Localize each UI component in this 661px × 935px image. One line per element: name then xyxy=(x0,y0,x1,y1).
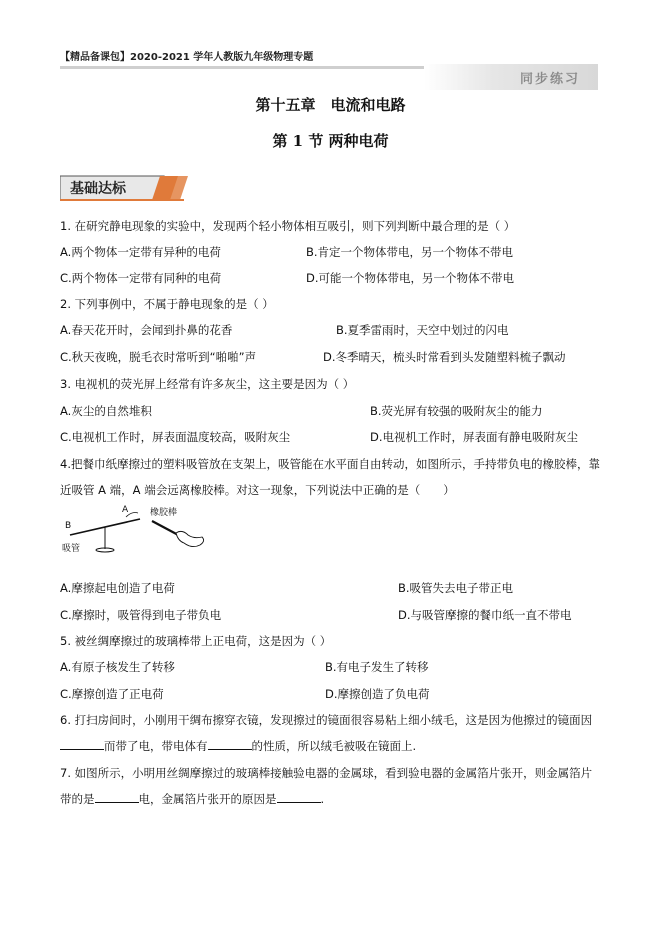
question-1-option-d: D.可能一个物体带电，另一个物体不带电 xyxy=(306,271,515,285)
question-6-stem-line2 xyxy=(60,738,416,754)
question-2-option-a: A.春天花开时，会闻到扑鼻的花香 xyxy=(60,323,233,337)
question-4-stem-line2: 近吸管 A 端，A 端会远离橡胶棒。对这一现象，下列说法中正确的是（ ） xyxy=(60,483,455,497)
question-2-option-d: D.冬季晴天，梳头时常看到头发随塑料梳子飘动 xyxy=(323,350,566,364)
hand xyxy=(176,531,204,546)
question-4-option-d: D.与吸管摩擦的餐巾纸一直不带电 xyxy=(398,608,572,622)
figure-label-a: A xyxy=(122,505,129,515)
question-7-text-2: 电，金属箔片张开的原因是 xyxy=(138,792,277,806)
question-3-stem: 3. 电视机的荧光屏上经常有许多灰尘，这主要是因为（ ） xyxy=(60,377,355,391)
question-4-stem-line1: 4.把餐巾纸摩擦过的塑料吸管放在支架上，吸管能在水平面自由转动，如图所示，手持带负电的橡胶棒，靠 xyxy=(60,457,600,471)
figure-label-straw: 吸管 xyxy=(62,544,81,554)
question-5-option-d: D.摩擦创造了负电荷 xyxy=(325,687,430,701)
question-3-option-a: A.灰尘的自然堆积 xyxy=(60,404,152,418)
question-1-option-a: A.两个物体一定带有异种的电荷 xyxy=(60,245,221,259)
question-4-figure xyxy=(60,507,210,557)
section-title: 第 1 节 两种电荷 xyxy=(272,132,389,150)
answer-blank[interactable] xyxy=(277,791,321,803)
question-3-option-b: B.荧光屏有较强的吸附灰尘的能力 xyxy=(370,404,543,418)
question-3-option-c: C.电视机工作时，屏表面温度较高，吸附灰尘 xyxy=(60,430,291,444)
question-5-option-a: A.有原子核发生了转移 xyxy=(60,660,175,674)
question-1-option-c: C.两个物体一定带有同种的电荷 xyxy=(60,271,222,285)
answer-blank[interactable] xyxy=(208,738,252,750)
question-2-option-b: B.夏季雷雨时，天空中划过的闪电 xyxy=(336,323,509,337)
question-6-text-1: 而带了电，带电体有 xyxy=(104,739,208,753)
figure-label-rod: 橡胶棒 xyxy=(150,508,178,518)
question-4-option-c: C.摩擦时，吸管得到电子带负电 xyxy=(60,608,222,622)
question-5-option-b: B.有电子发生了转移 xyxy=(325,660,429,674)
level-banner-label: 基础达标 xyxy=(70,181,126,197)
question-3-option-d: D.电视机工作时，屏表面有静电吸附灰尘 xyxy=(370,430,579,444)
question-7-text-1: 带的是 xyxy=(60,792,95,806)
question-2-option-c: C.秋天夜晚，脱毛衣时常听到“啪啪”声 xyxy=(60,350,257,364)
answer-blank[interactable] xyxy=(60,738,104,750)
question-5-stem: 5. 被丝绸摩擦过的玻璃棒带上正电荷，这是因为（ ） xyxy=(60,634,332,648)
answer-blank[interactable] xyxy=(95,791,139,803)
header-badge xyxy=(424,64,598,90)
question-6-stem-line1: 6. 打扫房间时，小刚用干绸布擦穿衣镜，发现擦过的镜面很容易粘上细小绒毛，这是因为他擦过的镜面因 xyxy=(60,713,593,727)
question-7-stem-line1: 7. 如图所示，小明用丝绸摩擦过的玻璃棒接触验电器的金属球，看到验电器的金属箔片张开，则金属箔片 xyxy=(60,766,593,780)
question-4-option-a: A.摩擦起电创造了电荷 xyxy=(60,581,175,595)
straw-and-rod-diagram xyxy=(60,507,210,557)
question-1-stem: 1. 在研究静电现象的实验中，发现两个轻小物体相互吸引，则下列判断中最合理的是（ ） xyxy=(60,219,516,233)
question-7-stem-line2 xyxy=(60,791,324,807)
chapter-title: 第十五章 电流和电路 xyxy=(255,96,406,114)
level-banner xyxy=(60,172,190,202)
header-badge-label: 同步练习 xyxy=(519,72,580,87)
question-2-stem: 2. 下列事例中，不属于静电现象的是（ ） xyxy=(60,297,274,311)
question-5-option-c: C.摩擦创造了正电荷 xyxy=(60,687,164,701)
header-text: 【精品备课包】2020-2021 学年人教版九年级物理专题 xyxy=(60,52,314,63)
question-4-option-b: B.吸管失去电子带正电 xyxy=(398,581,514,595)
question-6-text-2: 的性质，所以绒毛被吸在镜面上. xyxy=(251,739,417,753)
question-7-text-3: . xyxy=(320,792,325,806)
figure-label-b: B xyxy=(65,521,72,531)
question-1-option-b: B.肯定一个物体带电，另一个物体不带电 xyxy=(306,245,514,259)
